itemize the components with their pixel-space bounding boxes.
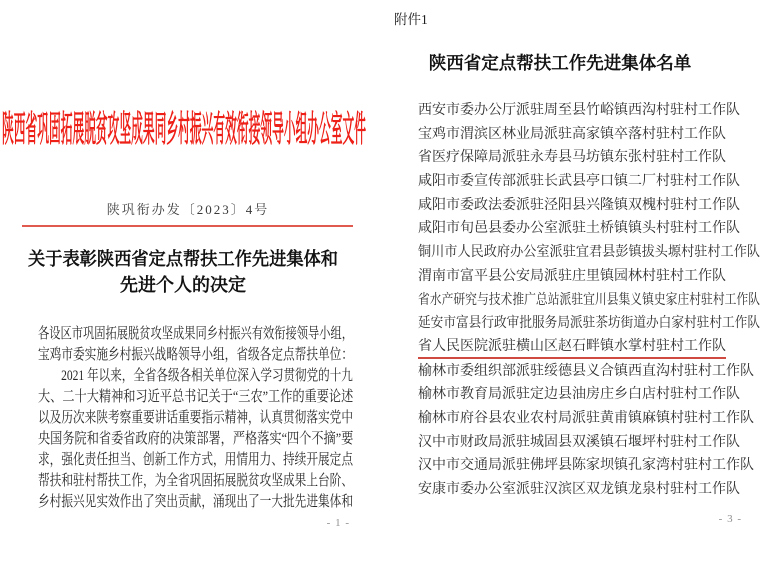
list-item: 渭南市富平县公安局派驻庄里镇园林村驻村工作队 bbox=[418, 268, 726, 284]
list-item: 西安市委办公厅派驻周至县竹峪镇西沟村驻村工作队 bbox=[418, 103, 740, 118]
team-list bbox=[418, 99, 760, 502]
body-line: 宝鸡市委实施乡村振兴战略领导小组，省级各定点帮扶单位： bbox=[38, 347, 354, 363]
list-item: 咸阳市委政法委派驻泾阳县兴隆镇双槐村驻村工作队 bbox=[418, 197, 740, 213]
list-item: 汉中市交通局派驻佛坪县陈家坝镇孔家湾村驻村工作队 bbox=[418, 458, 754, 474]
body-line: 求，强化责任担当、创新工作方式，用情用力、持续开展定点 bbox=[38, 452, 354, 468]
body-line: 帮扶和驻村帮扶工作，为全省巩固拓展脱贫攻坚成果上台阶、 bbox=[38, 473, 354, 489]
list-item: 汉中市财政局派驻城固县双溪镇石堰坪村驻村工作队 bbox=[418, 434, 740, 450]
attachment-label: 附件1 bbox=[394, 12, 428, 27]
body-line: 以及历次来陕考察重要讲话重要指示精神，认真贯彻落实党中 bbox=[38, 410, 354, 426]
list-item: 榆林市委组织部派驻绥德县义合镇西直沟村驻村工作队 bbox=[418, 363, 754, 379]
doc-heading-line-1: 关于表彰陕西省定点帮扶工作先进集体和 bbox=[27, 249, 339, 269]
body-line: 2021 年以来，全省各级各相关单位深入学习贯彻党的十九 bbox=[38, 368, 353, 384]
list-item: 榆林市府谷县农业农村局派驻黄甫镇麻镇村驻村工作队 bbox=[418, 410, 754, 426]
list-item: 咸阳市旬邑县委办公室派驻土桥镇镇头村驻村工作队 bbox=[418, 221, 740, 237]
doc-heading-line-2: 先进个人的决定 bbox=[120, 275, 246, 295]
list-item: 安康市委办公室派驻汉滨区双龙镇龙泉村驻村工作队 bbox=[418, 482, 740, 497]
body-line: 大、二十大精神和习近平总书记关于“三农”工作的重要论述 bbox=[38, 389, 354, 405]
list-item: 榆林市教育局派驻定边县油房庄乡白店村驻村工作队 bbox=[418, 387, 740, 403]
red-divider-rule bbox=[22, 225, 353, 227]
list-item: 省医疗保障局派驻永寿县马坊镇东张村驻村工作队 bbox=[418, 150, 726, 166]
doc-number: 陕巩衔办发〔2023〕4号 bbox=[106, 202, 270, 217]
body-line: 各设区市巩固拓展脱贫攻坚成果同乡村振兴有效衔接领导小组， bbox=[38, 326, 354, 342]
body-line: 乡村振兴见实效作出了突出贡献，涌现出了一大批先进集体和 bbox=[38, 494, 354, 510]
doc-heading bbox=[28, 246, 338, 298]
body-line: 央国务院和省委省政府的决策部署，严格落实“四个不摘”要 bbox=[38, 431, 354, 447]
list-item: 宝鸡市渭滨区林业局派驻高家镇卒落村驻村工作队 bbox=[418, 126, 726, 142]
list-title: 陕西省定点帮扶工作先进集体名单 bbox=[428, 53, 692, 73]
list-item: 延安市富县行政审批服务局派驻茶坊街道办白家村驻村工作队 bbox=[418, 316, 761, 332]
list-item: 铜川市人民政府办公室派驻宜君县彭镇拔头塬村驻村工作队 bbox=[418, 245, 761, 261]
page-number-left: - 1 - bbox=[326, 517, 350, 529]
list-item-underlined: 省人民医院派驻横山区赵石畔镇水掌村驻村工作队 bbox=[418, 336, 726, 359]
page-number-right: - 3 - bbox=[718, 513, 742, 525]
letterhead-title: 陕西省巩固拓展脱贫攻坚成果同乡村振兴有效衔接领导小组办公室文件 bbox=[1, 109, 367, 149]
letterhead-banner bbox=[2, 104, 366, 154]
list-item: 省水产研究与技术推广总站派驻宜川县集义镇史家庄村驻村工作队 bbox=[418, 292, 761, 308]
body-paragraphs bbox=[38, 324, 353, 513]
list-item: 咸阳市委宣传部派驻长武县亭口镇二厂村驻村工作队 bbox=[418, 174, 740, 190]
